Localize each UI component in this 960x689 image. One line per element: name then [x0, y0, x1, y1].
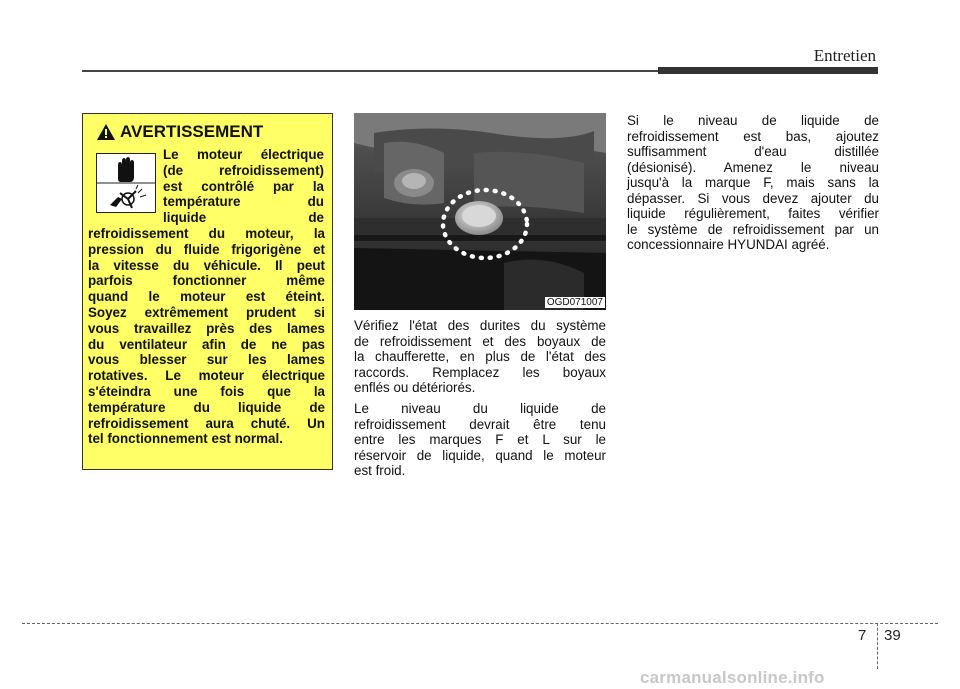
warning-line: liquide de [163, 210, 324, 226]
text-line: Vérifiez l'état des durites du système [354, 318, 606, 333]
warning-line: refroidissement du moteur, la [88, 226, 325, 241]
warning-line: tel fonctionnement est normal. [88, 431, 283, 447]
engine-photo [354, 113, 606, 310]
warning-line: s'éteindra une fois que la [88, 383, 325, 399]
middle-paragraph-2 [354, 401, 606, 479]
hand-stop-icon [96, 153, 156, 213]
right-paragraph [627, 113, 879, 253]
footer-divider [877, 623, 878, 669]
text-line: enflés ou détériorés. [354, 380, 476, 395]
warning-line: (de refroidissement) [163, 162, 324, 178]
warning-line: vous blesser sur les lames [88, 352, 325, 368]
warning-line: pression du fluide frigorigène et [88, 241, 325, 257]
warning-line: quand le moteur est éteint. [88, 289, 325, 305]
warning-line: Soyez extrêmement prudent si [88, 304, 325, 320]
footer-rule [22, 623, 938, 624]
page-header-title: Entretien [813, 46, 876, 65]
warning-heading [96, 122, 263, 142]
middle-paragraph-1 [354, 318, 606, 396]
text-line: concessionnaire HYUNDAI agréé. [627, 237, 830, 252]
warning-title: AVERTISSEMENT [120, 122, 264, 141]
text-line: jusqu'à la marque F, mais sans la [627, 175, 879, 190]
text-line: Le niveau du liquide de [354, 401, 606, 416]
text-line: réservoir de liquide, quand le moteur [354, 447, 606, 463]
text-line: suffisamment d'eau distillée [627, 144, 879, 159]
header-rule-bar [658, 67, 878, 74]
text-line: (désionisé). Amenez le niveau [627, 159, 879, 175]
warning-line: la vitesse du véhicule. Il peut [88, 257, 325, 273]
text-line: raccords. Remplacez les boyaux [354, 364, 606, 380]
warning-triangle-icon [96, 123, 116, 141]
warning-line: refroidissement aura chuté. Un [88, 415, 325, 431]
text-line: dépasser. Si vous devez ajouter du [627, 190, 879, 206]
engine-bay-illustration [354, 113, 606, 310]
page-number: 39 [884, 627, 901, 644]
header-rule [82, 70, 660, 72]
text-line: refroidissement devrait être tenu [354, 416, 606, 432]
watermark: carmanualsonline.info [640, 668, 825, 687]
warning-side-text [163, 147, 324, 226]
text-line: liquide régulièrement, faites vérifier [627, 206, 879, 221]
warning-line: Le moteur électrique [163, 147, 324, 162]
warning-line: température du liquide de [88, 399, 325, 415]
warning-line: rotatives. Le moteur électrique [88, 368, 325, 384]
text-line: est froid. [354, 463, 406, 478]
photo-caption-code: OGD071007 [546, 297, 603, 308]
text-line: entre les marques F et L sur le [354, 432, 606, 447]
warning-line: vous travaillez près des lames [88, 320, 325, 336]
text-line: refroidissement est bas, ajoutez [627, 128, 879, 144]
warning-line: du ventilateur afin de ne pas [88, 336, 325, 352]
text-line: de refroidissement et des boyaux de [354, 333, 606, 349]
text-line: le système de refroidissement par un [627, 221, 879, 237]
warning-body-text [88, 226, 325, 447]
warning-line: température du [163, 194, 324, 210]
warning-line: parfois fonctionner même [88, 273, 325, 289]
chapter-number: 7 [858, 627, 867, 644]
warning-line: est contrôlé par la [163, 178, 324, 194]
text-line: la chaufferette, en plus de l'état des [354, 349, 606, 364]
text-line: Si le niveau de liquide de [627, 113, 879, 128]
